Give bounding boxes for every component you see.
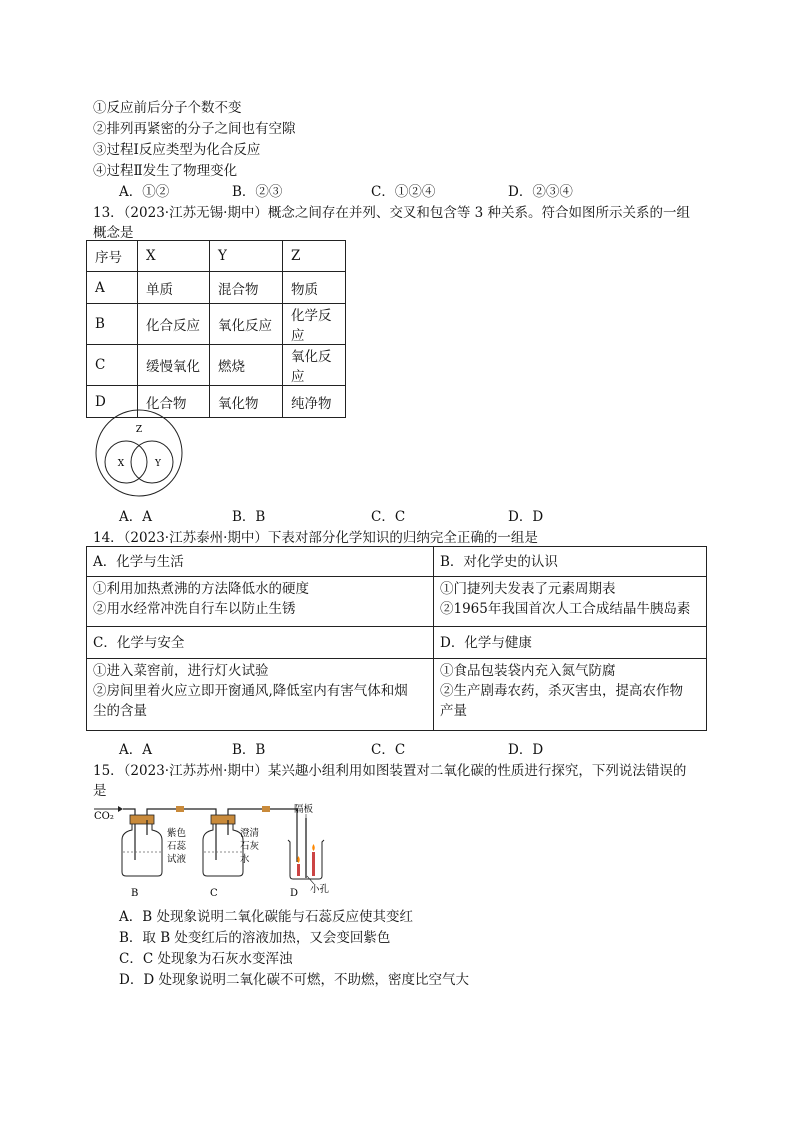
b-liquid-line1: 紫色 [167, 828, 187, 839]
bottle-b-glass [122, 824, 162, 876]
connector-b-c [176, 806, 184, 812]
q13-stem-line1: 13．（2023·江苏无锡·期中）概念之间存在并列、交叉和包含等 3 种关系。符合如图所示关系的一组 [93, 205, 691, 221]
q14-b-item-1: ①门捷列夫发表了元素周期表 [440, 581, 616, 597]
q12-option-b[interactable]: B．②③ [232, 184, 283, 200]
table-row [87, 547, 707, 577]
hole-label: 小孔 [310, 884, 330, 895]
q12-statement-3: ③过程Ⅰ反应类型为化合反应 [93, 142, 261, 158]
q15-stem-line2: 是 [93, 783, 107, 799]
table-cell: B [87, 304, 138, 345]
q14-c-item-1: ①进入菜窖前，进行灯火试验 [93, 663, 269, 679]
q14-c-item-2b: 尘的含量 [93, 703, 147, 719]
venn-circle-y [131, 441, 173, 483]
venn-circle-x [105, 441, 147, 483]
q15-option-b[interactable]: B．取 B 处变红后的溶液加热，又会变回紫色 [119, 930, 391, 946]
q14-a-item-2: ②用水经常冲洗自行车以防止生锈 [93, 601, 296, 617]
q13-option-d[interactable]: D．D [508, 509, 544, 525]
q14-d-item-2a: ②生产剧毒农药，杀灭害虫，提高农作物 [440, 683, 683, 699]
bottle-c-stopper [211, 815, 235, 824]
q14-stem: 14．（2023·江苏泰州·期中）下表对部分化学知识的归纳完全正确的一组是 [93, 530, 538, 546]
c-liquid-line3: 水 [240, 854, 250, 865]
q12-statement-4: ④过程Ⅱ发生了物理变化 [93, 163, 238, 179]
q14-option-c[interactable]: C．C [371, 742, 406, 758]
table-cell: 缓慢氧化 [138, 345, 210, 386]
bottle-b-stopper [130, 815, 154, 824]
table-cell: C [87, 345, 138, 386]
table-row [87, 659, 707, 731]
label-d: D [290, 888, 299, 899]
b-liquid-line2: 石蕊 [167, 841, 187, 852]
q15-option-d[interactable]: D．D 处现象说明二氧化碳不可燃，不助燃，密度比空气大 [119, 972, 469, 988]
q13-table-header [87, 241, 346, 272]
q12-option-d[interactable]: D．②③④ [508, 184, 573, 200]
partition-label: 隔板 [294, 804, 314, 815]
q12-option-c[interactable]: C．①②④ [371, 184, 436, 200]
q13-col-header: X [138, 241, 210, 272]
table-cell: 单质 [138, 272, 210, 304]
co2-apparatus-figure [92, 800, 342, 900]
connector-c-d [262, 806, 270, 812]
q14-cell-d-content [434, 659, 707, 731]
table-cell: 燃烧 [210, 345, 283, 386]
inlet-arrow-head [118, 806, 123, 812]
candle-low [297, 864, 300, 876]
hole-leader [307, 876, 314, 884]
q14-cell-a-content [87, 577, 434, 627]
table-cell: 混合物 [210, 272, 283, 304]
q12-statement-1: ①反应前后分子个数不变 [93, 100, 242, 116]
q13-col-header: Z [283, 241, 346, 272]
q14-cell-b-content [434, 577, 707, 627]
table-row [87, 627, 707, 659]
q14-c-item-2a: ②房间里着火应立即开窗通风,降低室内有害气体和烟 [93, 683, 408, 699]
table-cell: 氧化反应 [283, 345, 346, 386]
q15-stem-line1: 15．（2023·江苏苏州·期中）某兴趣小组利用如图装置对二氧化碳的性质进行探究，下列说法错误的 [93, 763, 687, 779]
beaker-d [288, 818, 324, 879]
c-liquid-line2: 石灰 [240, 841, 260, 852]
venn-diagram [92, 407, 190, 497]
q14-cell-d-title: D．化学与健康 [434, 627, 707, 659]
label-c: C [210, 888, 218, 899]
bottle-c-glass [203, 824, 243, 876]
table-cell: 化合物 [138, 386, 210, 418]
table-cell: 化合反应 [138, 304, 210, 345]
co2-label: CO₂ [94, 811, 114, 822]
q14-a-item-1: ①利用加热煮沸的方法降低水的硬度 [93, 581, 309, 597]
q14-b-item-2: ②1965年我国首次人工合成结晶牛胰岛素 [440, 601, 691, 617]
q14-cell-a-title: A．化学与生活 [87, 547, 434, 577]
q13-stem-line2: 概念是 [93, 225, 134, 241]
b-liquid-line3: 试液 [167, 854, 187, 865]
label-b: B [131, 888, 139, 899]
q15-option-c[interactable]: C．C 处现象为石灰水变浑浊 [119, 951, 293, 967]
q15-option-a[interactable]: A．B 处现象说明二氧化碳能与石蕊反应使其变红 [119, 909, 413, 925]
q14-option-b[interactable]: B．B [232, 742, 266, 758]
table-cell: 物质 [283, 272, 346, 304]
table-row [87, 272, 346, 304]
table-cell: 纯净物 [283, 386, 346, 418]
venn-label-y: Y [155, 459, 161, 469]
venn-label-z: Z [135, 425, 143, 435]
c-liquid-line1: 澄清 [240, 828, 260, 839]
candle-high [312, 852, 315, 876]
q14-table [86, 546, 707, 731]
venn-label-x: X [117, 459, 125, 469]
table-row [87, 345, 346, 386]
table-row [87, 577, 707, 627]
q13-option-c[interactable]: C．C [371, 509, 406, 525]
bottle-b [122, 815, 162, 876]
q12-statement-2: ②排列再紧密的分子之间也有空隙 [93, 121, 296, 137]
table-cell: 化学反应 [283, 304, 346, 345]
q14-cell-b-title: B．对化学史的认识 [434, 547, 707, 577]
q14-cell-c-title: C．化学与安全 [87, 627, 434, 659]
q12-option-a[interactable]: A．①② [119, 184, 170, 200]
table-cell: A [87, 272, 138, 304]
q14-cell-c-content [87, 659, 434, 731]
q14-d-item-2b: 产量 [440, 703, 467, 719]
q13-table [86, 240, 346, 418]
bottle-c [203, 815, 243, 876]
candle-high-flame [312, 844, 315, 851]
table-cell: 氧化物 [210, 386, 283, 418]
venn-circle-z [96, 410, 182, 496]
q14-option-d[interactable]: D．D [508, 742, 544, 758]
q13-option-b[interactable]: B．B [232, 509, 266, 525]
q13-option-a[interactable]: A．A [119, 509, 152, 525]
candle-low-flame [297, 856, 300, 863]
tube-c-to-d [228, 809, 297, 862]
q14-d-item-1: ①食品包装袋内充入氮气防腐 [440, 663, 616, 679]
q14-option-a[interactable]: A．A [119, 742, 152, 758]
q13-col-header: 序号 [87, 241, 138, 272]
table-cell: D [87, 386, 138, 418]
table-row [87, 304, 346, 345]
q13-col-header: Y [210, 241, 283, 272]
table-cell: 氧化反应 [210, 304, 283, 345]
